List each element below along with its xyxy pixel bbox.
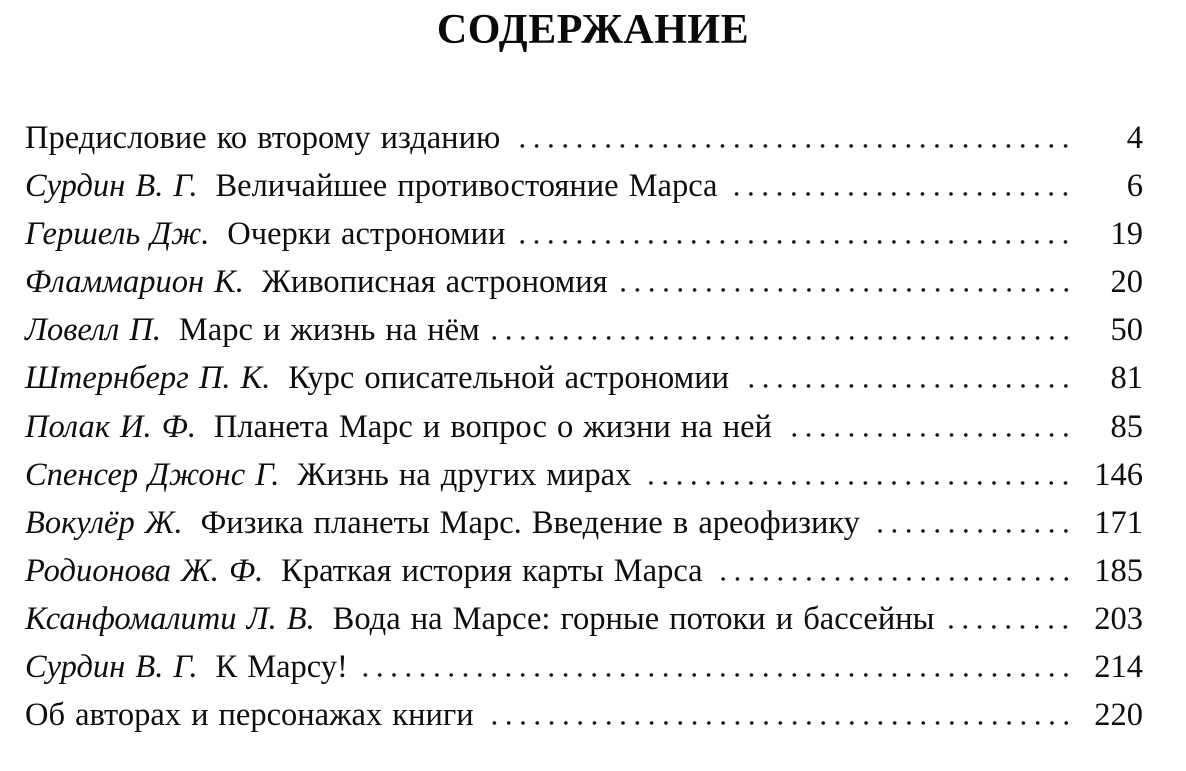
- toc-entry: [25, 258, 1143, 306]
- toc-entry: [25, 210, 1143, 258]
- dot-leader-icon: [619, 286, 1073, 292]
- toc-entry-title: Краткая история карты Марса: [281, 552, 703, 589]
- dot-leader-icon: [516, 238, 1073, 244]
- dot-leader-icon: [945, 623, 1073, 629]
- dot-leader-icon: [783, 431, 1073, 437]
- toc-list: [0, 114, 1186, 739]
- toc-entry-author: Ксанфомалити Л. В.: [25, 600, 315, 637]
- toc-entry-title: Живописная астрономия: [261, 264, 608, 301]
- toc-entry-author: Вокулёр Ж.: [25, 504, 183, 541]
- toc-entry-author: Ловелл П.: [25, 312, 161, 349]
- dot-leader-icon: [359, 671, 1073, 677]
- dot-leader-icon: [642, 479, 1073, 485]
- toc-entry-page-number: 203: [1094, 600, 1143, 637]
- toc-entry-title: Вода на Марсе: горные потоки и бассейны: [332, 600, 935, 637]
- toc-entry-author: Гершель Дж.: [25, 216, 210, 253]
- dot-leader-icon: [740, 382, 1073, 388]
- toc-entry: [25, 643, 1143, 691]
- toc-entry: [25, 354, 1143, 402]
- toc-entry-page-number: 6: [1126, 168, 1143, 205]
- toc-entry-title: Очерки астрономии: [227, 216, 506, 253]
- toc-entry-page-number: 146: [1094, 456, 1143, 493]
- dot-leader-icon: [714, 575, 1073, 581]
- toc-entry-author: Сурдин В. Г.: [25, 649, 198, 686]
- toc-entry: [25, 162, 1143, 210]
- toc-entry-page-number: 20: [1110, 264, 1143, 301]
- page-title: СОДЕРЖАНИЕ: [436, 7, 750, 53]
- toc-entry-page-number: 220: [1094, 697, 1143, 734]
- toc-entry-page-number: 171: [1094, 504, 1143, 541]
- toc-entry: [25, 114, 1143, 162]
- toc-entry-title: Курс описательной астрономии: [288, 360, 729, 397]
- toc-entry-title: Жизнь на других мирах: [297, 456, 632, 493]
- toc-entry-page-number: 214: [1094, 649, 1143, 686]
- toc-entry-author: Родионова Ж. Ф.: [25, 552, 264, 589]
- toc-entry: [25, 595, 1143, 643]
- dot-leader-icon: [491, 334, 1073, 340]
- toc-entry-title: Планета Марс и вопрос о жизни на ней: [213, 408, 772, 445]
- toc-entry-author: Сурдин В. Г.: [25, 168, 198, 205]
- toc-entry-title: Марс и жизнь на нём: [178, 312, 480, 349]
- toc-entry: [25, 306, 1143, 354]
- toc-entry: [25, 403, 1143, 451]
- dot-leader-icon: [728, 190, 1073, 196]
- toc-entry-page-number: 85: [1110, 408, 1143, 445]
- toc-entry-page-number: 185: [1094, 552, 1143, 589]
- toc-entry-title: Предисловие ко второму изданию: [25, 120, 501, 156]
- toc-entry-author: Полак И. Ф.: [25, 408, 196, 445]
- dot-leader-icon: [485, 719, 1073, 725]
- toc-entry-author: Фламмарион К.: [25, 264, 244, 301]
- toc-entry: [25, 691, 1143, 739]
- toc-entry-author: Спенсер Джонс Г.: [25, 456, 280, 493]
- toc-entry-page-number: 4: [1126, 120, 1143, 156]
- toc-entry: [25, 451, 1143, 499]
- toc-entry-title: Величайшее противостояние Марса: [215, 168, 718, 205]
- toc-entry: [25, 499, 1143, 547]
- toc-entry-page-number: 50: [1110, 312, 1143, 349]
- toc-entry-page-number: 81: [1110, 360, 1143, 397]
- toc-entry-author: Штернберг П. К.: [25, 360, 271, 397]
- dot-leader-icon: [871, 527, 1073, 533]
- dot-leader-icon: [511, 142, 1073, 148]
- toc-entry-page-number: 19: [1110, 216, 1143, 253]
- toc-entry-title: К Марсу!: [215, 649, 348, 686]
- toc-entry-title: Об авторах и персонажах книги: [25, 697, 474, 734]
- toc-entry: [25, 547, 1143, 595]
- toc-entry-title: Физика планеты Марс. Введение в ареофизику: [200, 504, 860, 541]
